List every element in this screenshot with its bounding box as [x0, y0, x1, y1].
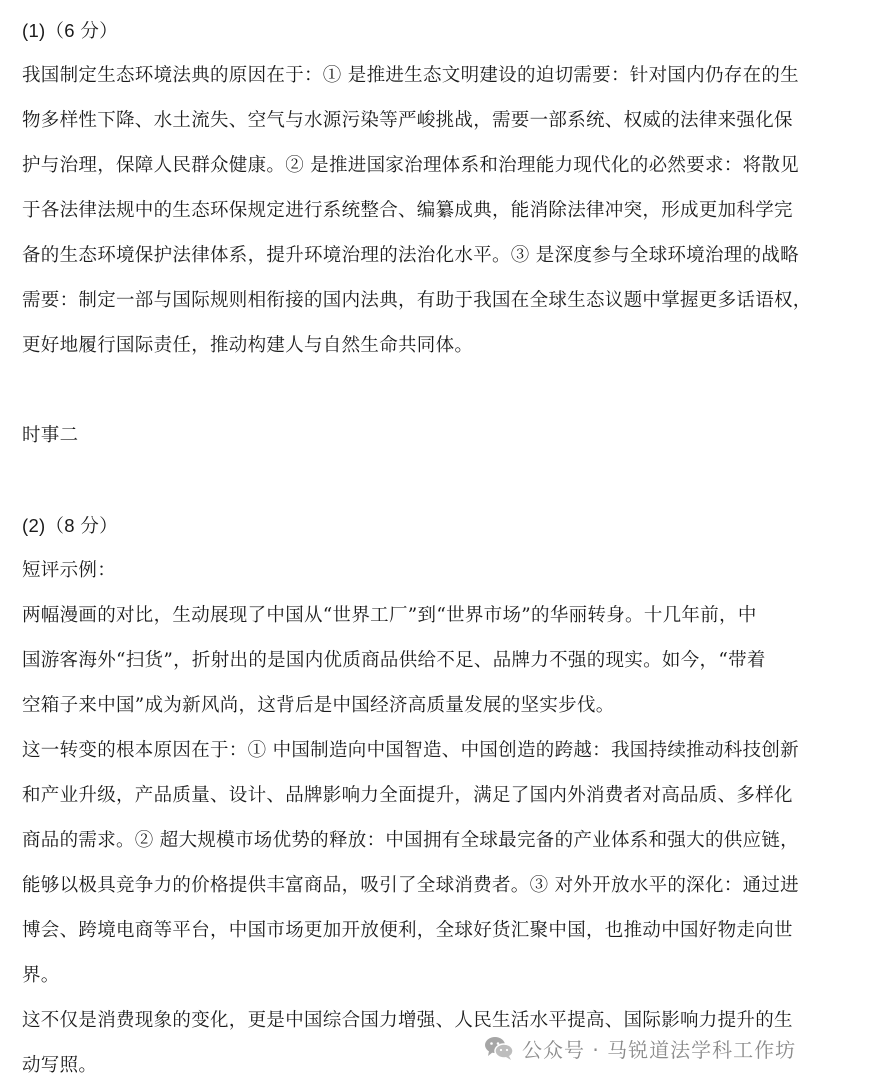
- section2-line: 这一转变的根本原因在于：① 中国制造向中国智造、中国创造的跨越：我国持续推动科技创新: [22, 740, 799, 761]
- section2-line: 界。: [22, 965, 60, 986]
- section1-line: 备的生态环境保护法律体系，提升环境治理的法治化水平。③ 是深度参与全球环境治理的战略: [22, 245, 799, 266]
- section2-heading: (2)（8 分）: [22, 515, 118, 536]
- section1-line: 我国制定生态环境法典的原因在于：① 是推进生态文明建设的迫切需要：针对国内仍存在的生: [22, 65, 799, 86]
- section2-line: 这不仅是消费现象的变化，更是中国综合国力增强、人民生活水平提高、国际影响力提升的生: [22, 1010, 793, 1031]
- section2-line: 商品的需求。② 超大规模市场优势的释放：中国拥有全球最完备的产业体系和强大的供应链，: [22, 830, 799, 851]
- section2-line: 两幅漫画的对比，生动展现了中国从“世界工厂”到“世界市场”的华丽转身。十几年前，中: [22, 605, 757, 626]
- section1-line: 需要：制定一部与国际规则相衔接的国内法典，有助于我国在全球生态议题中掌握更多话语权，: [22, 290, 812, 311]
- watermark: [484, 1032, 796, 1064]
- section1-line: 于各法律法规中的生态环保规定进行系统整合、编纂成典，能消除法律冲突，形成更加科学完: [22, 200, 793, 221]
- section2-subtitle: 短评示例：: [22, 560, 117, 581]
- section1-heading: (1)（6 分）: [22, 20, 118, 41]
- topic-title: 时事二: [22, 425, 79, 446]
- section2-line: 博会、跨境电商等平台，中国市场更加开放便利，全球好货汇聚中国，也推动中国好物走向世: [22, 920, 793, 941]
- section2-line: 和产业升级，产品质量、设计、品牌影响力全面提升，满足了国内外消费者对高品质、多样化: [22, 785, 793, 806]
- section1-line: 物多样性下降、水土流失、空气与水源污染等严峻挑战，需要一部系统、权威的法律来强化保: [22, 110, 793, 131]
- section2-line: 能够以极具竞争力的价格提供丰富商品，吸引了全球消费者。③ 对外开放水平的深化：通过进: [22, 875, 799, 896]
- spacer: [22, 458, 822, 503]
- section1-line: 护与治理，保障人民群众健康。② 是推进国家治理体系和治理能力现代化的必然要求：将散见: [22, 155, 799, 176]
- spacer: [22, 368, 822, 413]
- section2-line: 空箱子来中国”成为新风尚，这背后是中国经济高质量发展的坚实步伐。: [22, 695, 615, 716]
- section1-line: 更好地履行国际责任，推动构建人与自然生命共同体。: [22, 335, 474, 356]
- wechat-icon: [484, 1035, 514, 1061]
- section2-line: 动写照。: [22, 1055, 98, 1076]
- document-page: [22, 8, 822, 1088]
- watermark-text: 公众号 · 马锐道法学科工作坊: [522, 1037, 797, 1062]
- section2-line: 国游客海外“扫货”，折射出的是国内优质商品供给不足、品牌力不强的现实。如今，“带着: [22, 650, 766, 671]
